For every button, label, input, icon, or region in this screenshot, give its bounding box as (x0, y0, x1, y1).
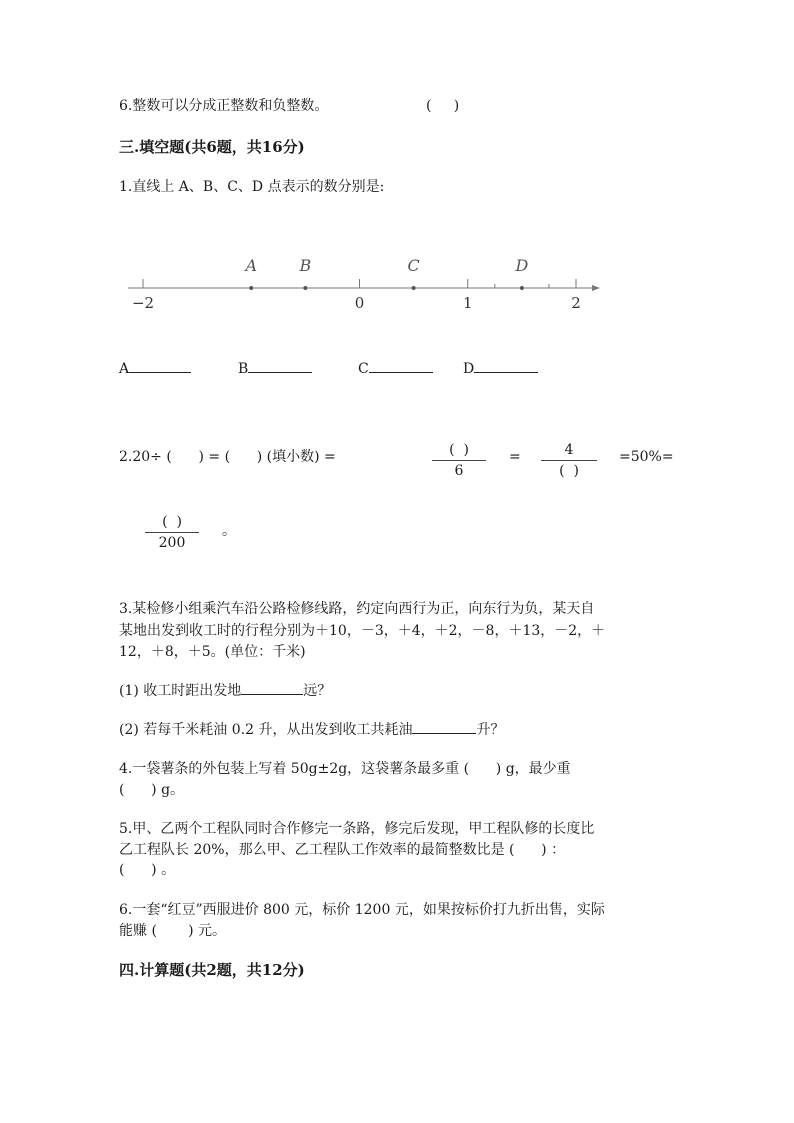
axis-arrow-icon (592, 285, 600, 291)
blank-a[interactable] (129, 358, 191, 373)
period: 。 (222, 523, 236, 539)
q5-line3: ( ) 。 (119, 862, 176, 878)
blank-d[interactable] (474, 358, 538, 373)
q3-sub2: (2) 若每千米耗油 0.2 升，从出发到收工共耗油 升？ (119, 719, 504, 740)
answer-a: A (119, 358, 191, 379)
blank-fuel[interactable] (412, 719, 476, 734)
blank-c[interactable] (369, 358, 433, 373)
section-title-4: 四.计算题(共2题，共12分) (119, 961, 305, 979)
q4-line2: ( ) g。 (119, 782, 185, 798)
tick-label: −2 (131, 294, 155, 312)
q3-line2: 某地出发到收工时的行程分别为＋10，－3，＋4，＋2，－8，＋13，－2，＋ (119, 623, 606, 639)
point-label: D (515, 256, 529, 275)
tick-label: 2 (571, 294, 581, 312)
fraction-4-over: 4 ( ) (541, 441, 597, 480)
answer-b: B (238, 358, 312, 379)
percent-text: =50%= (619, 449, 674, 465)
answer-paren[interactable]: ( ) (426, 98, 460, 114)
point-label: B (299, 256, 312, 275)
q6-line1: 6.一套“红豆”西服进价 800 元，标价 1200 元，如果按标价打九折出售，实际 (119, 902, 605, 918)
blank-distance[interactable] (241, 680, 303, 695)
tick-label: 0 (354, 294, 365, 312)
question-text: 6.整数可以分成正整数和负整数。 (119, 98, 329, 114)
q2-part1: 2.20÷ ( ) = ( ) (填小数) = (119, 449, 336, 465)
q1-stem: 1.直线上 A、B、C、D 点表示的数分别是: (119, 179, 385, 195)
q4-line1: 4.一袋薯条的外包装上写着 50g±2g，这袋薯条最多重 ( ) g，最少重 (119, 761, 571, 777)
fraction-over-200: ( ) 200 (145, 513, 199, 552)
q3-line1: 3.某检修小组乘汽车沿公路检修线路，约定向西行为正，向东行为负，某天自 (119, 601, 595, 617)
fraction-over-6: ( ) 6 (432, 441, 486, 480)
answer-d: D (463, 358, 538, 379)
q6-line2: 能赚 ( ) 元。 (119, 923, 226, 939)
point-dot (520, 286, 524, 290)
point-dot (303, 286, 307, 290)
blank-b[interactable] (248, 358, 312, 373)
point-dot (412, 286, 416, 290)
number-line (0, 250, 794, 340)
q5-line2: 乙工程队长 20%，那么甲、乙工程队工作效率的最简整数比是 ( ) ： (119, 842, 566, 858)
q3-sub1: (1) 收工时距出发地 远？ (119, 680, 331, 701)
q3-line3: 12，＋8，＋5。(单位：千米) (119, 644, 306, 660)
question-6-judge (119, 96, 460, 116)
tick-label: 1 (462, 294, 473, 312)
answer-c: C (358, 358, 433, 379)
point-dot (249, 286, 253, 290)
equals-sign: = (509, 449, 521, 465)
section-title: 三.填空题(共6题，共16分) (119, 138, 305, 156)
point-label: C (407, 256, 420, 275)
point-label: A (245, 256, 258, 275)
q5-line1: 5.甲、乙两个工程队同时合作修完一条路，修完后发现，甲工程队修的长度比 (119, 821, 595, 837)
